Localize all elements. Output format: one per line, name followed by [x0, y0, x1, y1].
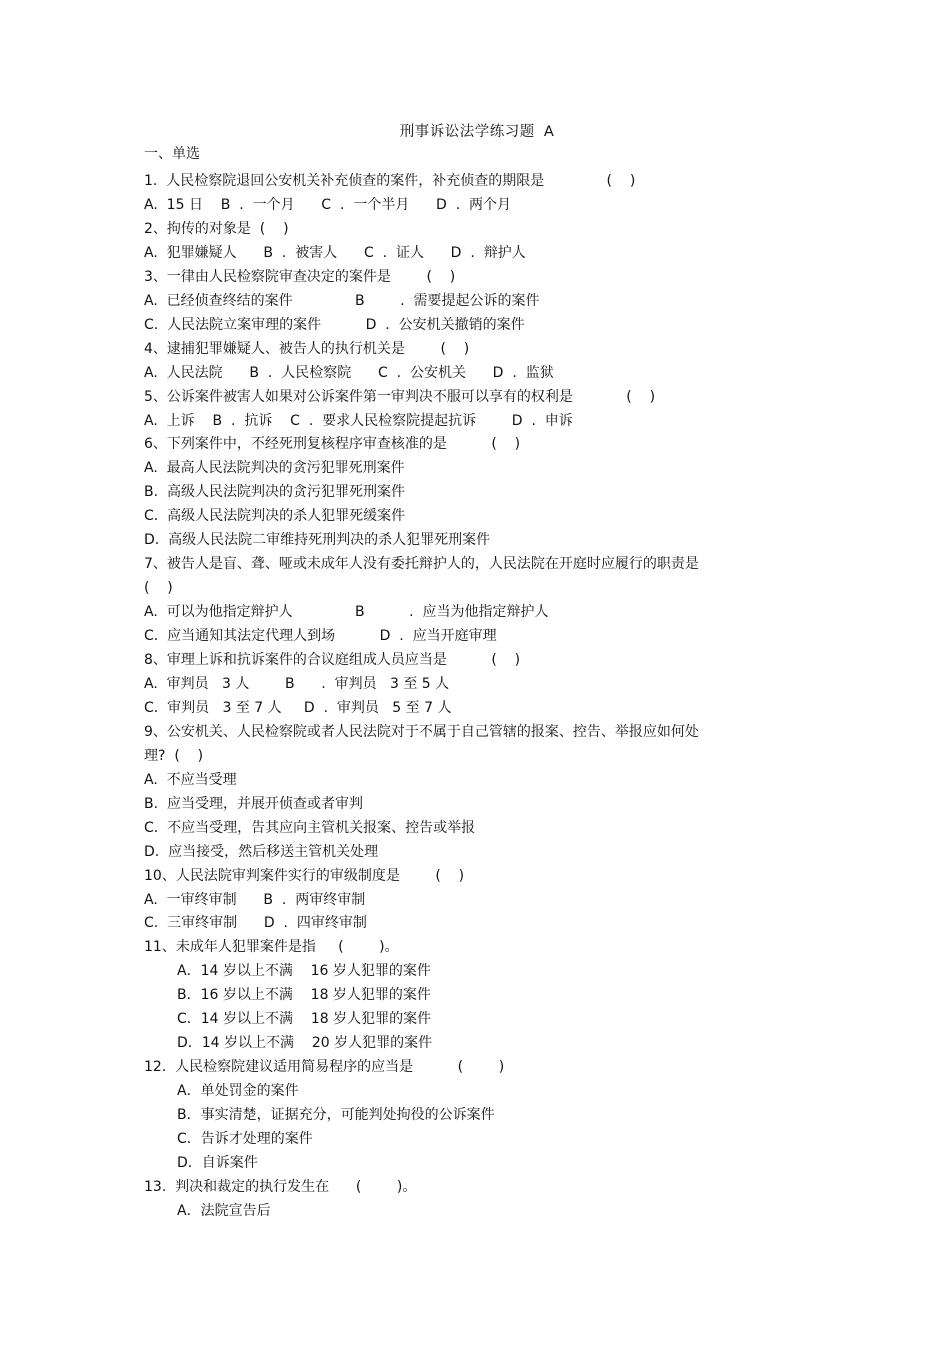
question-line: C. 应当通知其法定代理人到场 D . 应当开庭审理: [144, 628, 497, 645]
question-line: 3、一律由人民检察院审查决定的案件是 ( ): [144, 268, 456, 285]
question-line: 4、逮捕犯罪嫌疑人、被告人的执行机关是 ( ): [144, 340, 470, 357]
question-line: 8、审理上诉和抗诉案件的合议庭组成人员应当是 ( ): [144, 652, 521, 668]
section-heading: 一、单选: [144, 146, 200, 162]
document-title: [0, 120, 950, 141]
question-line: 7、被告人是盲、聋、哑或未成年人没有委托辩护人的，人民法院在开庭时应履行的职责是: [144, 556, 699, 573]
question-line: A. 人民法院 B . 人民检察院 C . 公安机关 D . 监狱: [144, 364, 554, 381]
question-line: D．14 岁以上不满 20 岁人犯罪的案件: [177, 1035, 433, 1052]
question-line: 9、公安机关、人民检察院或者人民法院对于不属于自己管辖的报案、控告、举报应如何处: [144, 723, 699, 740]
question-line: C．14 岁以上不满 18 岁人犯罪的案件: [177, 1011, 432, 1028]
question-line: 2、拘传的对象是 ( ): [144, 220, 289, 237]
question-line: 理? ( ): [144, 747, 204, 764]
question-line: B. 高级人民法院判决的贪污犯罪死刑案件: [144, 484, 405, 501]
question-line: A．法院宣告后: [177, 1202, 271, 1219]
question-line: A．14 岁以上不满 16 岁人犯罪的案件: [177, 963, 431, 980]
question-line: D. 高级人民法院二审维持死刑判决的杀人犯罪死刑案件: [144, 532, 491, 549]
question-line: A. 可以为他指定辩护人 B . 应当为他指定辩护人: [144, 604, 549, 621]
question-line: A. 犯罪嫌疑人 B . 被害人 C . 证人 D . 辩护人: [144, 244, 526, 261]
question-line: C．告诉才处理的案件: [177, 1131, 313, 1147]
question-line: D．自诉案件: [177, 1154, 258, 1171]
question-line: 6、下列案件中，不经死刑复核程序审查核准的是 ( ): [144, 436, 521, 453]
question-line: 11、未成年人犯罪案件是指 ( )。: [144, 939, 399, 956]
question-line: A．单处罚金的案件: [177, 1083, 299, 1100]
question-line: C. 审判员 3 至 7 人 D . 审判员 5 至 7 人: [144, 699, 452, 716]
question-line: B．事实清楚，证据充分，可能判处拘役的公诉案件: [177, 1107, 495, 1123]
question-line: C. 人民法院立案审理的案件 D . 公安机关撤销的案件: [144, 316, 525, 333]
question-line: ( ): [144, 580, 173, 597]
question-line: 13. 判决和裁定的执行发生在 ( )。: [144, 1178, 417, 1195]
title-text: 刑事诉讼法学练习题: [399, 124, 535, 140]
question-line: A. 最高人民法院判决的贪污犯罪死刑案件: [144, 460, 405, 477]
question-line: C. 高级人民法院判决的杀人犯罪死缓案件: [144, 508, 406, 525]
question-line: A. 15 日 B . 一个月 C . 一个半月 D . 两个月: [144, 197, 512, 213]
question-line: A. 已经侦查终结的案件 B . 需要提起公诉的案件: [144, 292, 540, 309]
title-suffix: A: [543, 124, 555, 140]
question-line: 12. 人民检察院建议适用简易程序的应当是 ( ): [144, 1059, 505, 1076]
question-line: 10、人民法院审判案件实行的审级制度是 ( ): [144, 867, 465, 884]
question-line: B．16 岁以上不满 18 岁人犯罪的案件: [177, 987, 431, 1004]
question-line: A. 一审终审制 B . 两审终审制: [144, 891, 366, 908]
question-line: C. 三审终审制 D . 四审终审制: [144, 915, 367, 932]
question-line: A. 审判员 3 人 B . 审判员 3 至 5 人: [144, 676, 450, 692]
question-line: B. 应当受理，并展开侦查或者审判: [144, 795, 363, 812]
question-line: A. 上诉 B . 抗诉 C . 要求人民检察院提起抗诉 D . 申诉: [144, 412, 573, 429]
question-line: D. 应当接受，然后移送主管机关处理: [144, 843, 379, 860]
question-line: 1. 人民检察院退回公安机关补充侦查的案件，补充侦查的期限是 ( ): [144, 173, 636, 189]
question-line: 5、公诉案件被害人如果对公诉案件第一审判决不服可以享有的权利是 ( ): [144, 388, 656, 405]
question-line: A. 不应当受理: [144, 771, 237, 788]
question-line: C. 不应当受理，告其应向主管机关报案、控告或举报: [144, 819, 476, 836]
